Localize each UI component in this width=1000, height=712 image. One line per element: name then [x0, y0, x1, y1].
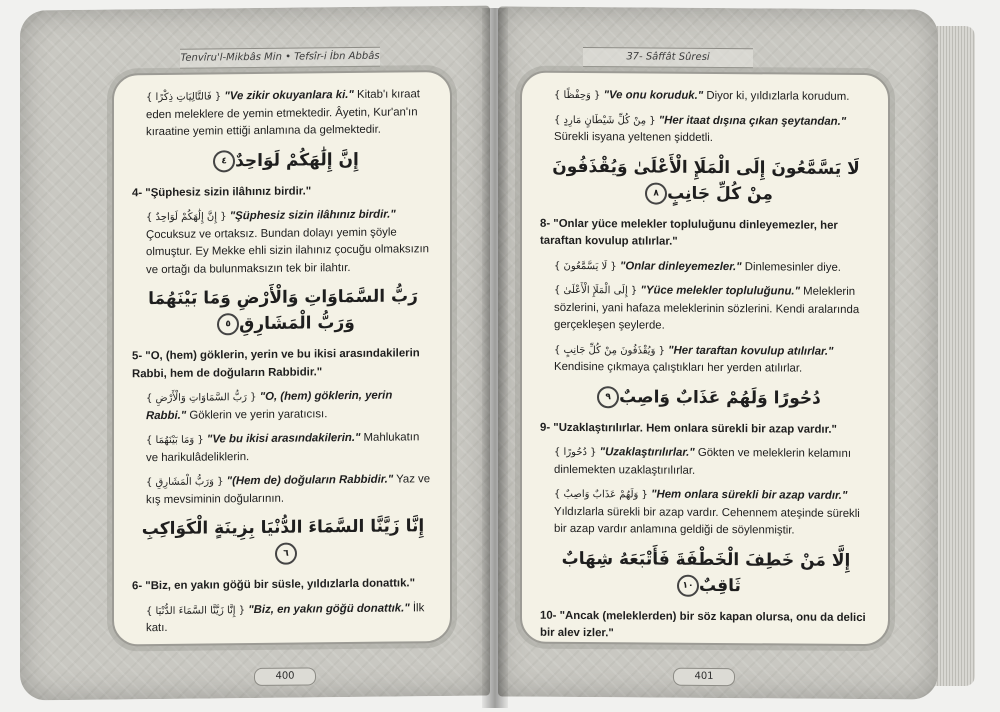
- paragraph-text: 9- "Uzaklaştırılırlar. Hem onlara sürekli bir azap vardır.": [540, 421, 837, 436]
- arabic-quote: { وَمَا بَيْنَهُمَا }: [146, 434, 204, 447]
- commentary-paragraph: [132, 206, 434, 279]
- arabic-verse: [132, 283, 434, 338]
- quoted-translation: "Yüce melekler topluluğunu.": [640, 284, 800, 298]
- book-gutter: [482, 8, 508, 708]
- commentary-paragraph: [540, 607, 872, 644]
- arabic-quote: { دُحُورًا }: [554, 446, 597, 459]
- paragraph-text: Kitab'ı kıraat eden meleklere de yemin etmektedir. Âyetin, Kur'an'ın kıraatine yemin ettiği anlamına da gelmektedir.: [146, 88, 420, 139]
- quoted-translation: "Şüphesiz sizin ilâhınız birdir.": [229, 208, 396, 223]
- quoted-translation: "Uzaklaştırılırlar.": [599, 446, 695, 459]
- arabic-verse: [540, 153, 872, 207]
- arabic-verse-text: إِنَّ إِلَٰهَكُمْ لَوَاحِدٌ: [235, 149, 359, 171]
- right-text-frame: [520, 71, 890, 647]
- paragraph-text: 6- "Biz, en yakın göğü bir süsle, yıldızlarla donattık.": [132, 577, 415, 593]
- paragraph-text: 5- "O, (hem) göklerin, yerin ve bu ikisi arasındakilerin Rabbi, hem de doğuların Rabbidir.": [132, 347, 420, 380]
- paragraph-text: 8- "Onlar yüce melekler topluluğunu dinleyemezler, her taraftan kovulup atılırlar.": [540, 217, 838, 248]
- open-book: [20, 8, 980, 708]
- arabic-quote: { وَرَبُّ الْمَشَارِقِ }: [146, 476, 224, 489]
- arabic-verse: [132, 513, 434, 568]
- commentary-paragraph: [540, 282, 872, 337]
- paragraph-text: 10- "Ancak (meleklerden) bir söz kapan olursa, onu da delici bir alev izler.": [540, 609, 866, 640]
- paragraph-text: Gökten ve meleklerin kelamını dinlemekten uzaklaştırılırlar.: [554, 446, 852, 477]
- commentary-paragraph: [132, 600, 434, 638]
- arabic-quote: { مِنْ كُلِّ شَيْطَانٍ مَارِدٍ }: [554, 114, 656, 127]
- arabic-quote: { إِنَّ إِلَٰهَكُمْ لَوَاحِدٌ }: [146, 211, 227, 224]
- arabic-verse: [132, 146, 434, 175]
- arabic-quote: { إِلَى الْمَلَإِ الْأَعْلَىٰ }: [554, 284, 638, 297]
- quoted-translation: "Ve zikir okuyanlara ki.": [224, 88, 354, 103]
- paragraph-text: Diyor ki, yıldızlarla korudum.: [703, 89, 850, 103]
- commentary-paragraph: [132, 345, 434, 383]
- quoted-translation: "(Hem de) doğuların Rabbidir.": [226, 473, 394, 488]
- arabic-quote: { فَالتَّالِيَاتِ ذِكْرًا }: [146, 91, 222, 104]
- commentary-paragraph: [132, 575, 434, 596]
- quoted-translation: [225, 645, 345, 647]
- arabic-verse: [540, 383, 872, 411]
- left-page-number: 400: [254, 667, 316, 686]
- arabic-quote: { لَا يَسَّمَّعُونَ }: [554, 260, 617, 272]
- commentary-paragraph: [540, 257, 872, 277]
- commentary-paragraph: [540, 111, 872, 148]
- paragraph-text: [146, 644, 389, 646]
- commentary-paragraph: [540, 87, 872, 107]
- paragraph-text: Mahlukatın ve harikulâdeliklerin.: [146, 431, 420, 464]
- paragraph-text: İlk katı.: [146, 601, 425, 635]
- commentary-paragraph: [132, 429, 434, 467]
- paragraph-text: Göklerin ve yerin yaratıcısı.: [186, 407, 328, 422]
- verse-number-medallion: ١٠: [677, 574, 699, 596]
- paragraph-text: Yıldızlarla sürekli bir azap vardır. Cehennem ateşinde sürekli bir azap vardır anlamına geldiği de söylenmiştir.: [554, 505, 860, 537]
- quoted-translation: "Ve bu ikisi arasındakilerin.": [206, 431, 361, 446]
- verse-number-medallion: ٨: [645, 182, 667, 204]
- verse-number-medallion: ٦: [275, 543, 297, 565]
- commentary-paragraph: [132, 182, 434, 203]
- quoted-translation: "Her itaat dışına çıkan şeytandan.": [658, 114, 847, 128]
- arabic-verse-text: لَا يَسَّمَّعُونَ إِلَى الْمَلَإِ الْأَعْلَىٰ وَيُقْذَفُونَ مِنْ كُلِّ جَانِبٍ: [552, 156, 860, 204]
- commentary-paragraph: [540, 215, 872, 252]
- right-page: [498, 6, 938, 699]
- quoted-translation: "Ve onu koruduk.": [603, 89, 704, 102]
- paragraph-text: Yaz ve kış mevsiminin doğularının.: [146, 473, 431, 506]
- commentary-paragraph: [132, 86, 434, 142]
- commentary-paragraph: [540, 486, 872, 541]
- arabic-quote: { وَلَهُمْ عَذَابٌ وَاصِبٌ }: [554, 488, 648, 501]
- paragraph-text: Kendisine çıkmaya çalıştıkları her yerden atılırlar.: [554, 360, 803, 375]
- left-text-frame: [112, 70, 452, 647]
- quoted-translation: "Onlar dinleyemezler.": [619, 259, 742, 273]
- arabic-verse: [540, 545, 872, 599]
- left-page: [20, 6, 490, 701]
- verse-number-medallion: ٤: [213, 150, 235, 172]
- verse-number-medallion: ٩: [597, 386, 619, 408]
- commentary-paragraph: [132, 642, 434, 647]
- commentary-paragraph: [540, 341, 872, 378]
- paragraph-text: Meleklerin sözlerini, yani hafaza meleklerinin sözlerini. Kendi aralarında gerçekleşen şeylerde.: [554, 285, 860, 332]
- quoted-translation: "Hem onlara sürekli bir azap vardır.": [651, 488, 848, 502]
- arabic-verse-text: دُحُورًا وَلَهُمْ عَذَابٌ وَاصِبٌ: [619, 386, 821, 409]
- arabic-quote: { إِنَّا زَيَّنَّا السَّمَاءَ الدُّنْيَا }: [146, 604, 246, 617]
- commentary-paragraph: [540, 444, 872, 481]
- right-running-header: 37- Sâffât Sûresi: [583, 47, 753, 68]
- quoted-translation: "O, (hem) göklerin, yerin Rabbi.": [146, 389, 393, 422]
- arabic-verse-text: رَبُّ السَّمَاوَاتِ وَالْأَرْضِ وَمَا بَيْنَهُمَا وَرَبُّ الْمَشَارِقِ: [148, 286, 418, 335]
- paragraph-text: Dinlemesinler diye.: [741, 260, 841, 274]
- commentary-paragraph: [132, 471, 434, 509]
- left-running-header: Tenvîru'l-Mikbâs Min • Tefsîr-i İbn Abbâs: [180, 47, 380, 69]
- quoted-translation: "Her taraftan kovulup atılırlar.": [668, 344, 834, 358]
- right-page-number: 401: [673, 668, 735, 686]
- arabic-quote: { وَيُقْذَفُونَ مِنْ كُلِّ جَانِبٍ }: [554, 344, 665, 357]
- commentary-paragraph: [540, 419, 872, 439]
- page-edges: [935, 26, 975, 686]
- paragraph-text: Sürekli isyana yeltenen şiddetli.: [554, 130, 713, 144]
- verse-number-medallion: ٥: [217, 313, 239, 335]
- arabic-verse-text: إِلَّا مَنْ خَطِفَ الْخَطْفَةَ فَأَتْبَعَهُ شِهَابٌ ثَاقِبٌ: [561, 548, 851, 596]
- arabic-quote: { وَحِفْظًا }: [554, 89, 601, 102]
- paragraph-text: 4- "Şüphesiz sizin ilâhınız birdir.": [132, 184, 312, 199]
- quoted-translation: "Biz, en yakın göğü donattık.": [248, 601, 410, 616]
- commentary-paragraph: [132, 387, 434, 425]
- arabic-quote: { رَبُّ السَّمَاوَاتِ وَالْأَرْضِ }: [146, 391, 257, 405]
- arabic-verse-text: إِنَّا زَيَّنَّا السَّمَاءَ الدُّنْيَا بِزِينَةٍ الْكَوَاكِبِ: [141, 516, 425, 540]
- paragraph-text: Çocuksuz ve ortaksız. Bundan dolayı yemin şöyle olmuştur. Ey Mekke ehli sizin ilahınız çocuğu olmaksızın ve ortağı da bulunmaksızın tek bir ilahtır.: [146, 226, 429, 276]
